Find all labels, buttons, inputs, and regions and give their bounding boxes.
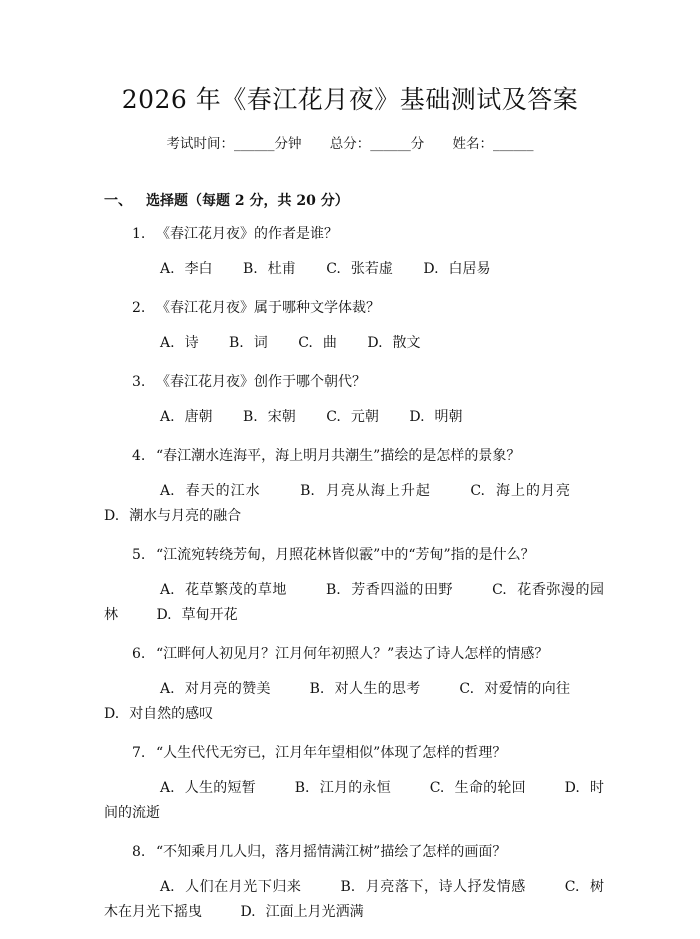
question-number: 5. [132, 547, 146, 563]
question-stem [104, 642, 604, 667]
option-a: A. 李白 [160, 261, 213, 277]
option-b: B. 芳香四溢的田野 [325, 582, 454, 598]
option-a: A. 人生的短暂 [160, 780, 257, 796]
option-list [104, 257, 604, 282]
question-item [104, 741, 604, 826]
option-d: D. 明朝 [409, 409, 463, 425]
question-stem [104, 296, 604, 321]
option-c: C. 生命的轮回 [429, 780, 526, 796]
option-c: C. 树木在月光下摇曳 [104, 879, 605, 920]
question-text: “不知乘月几人归，落月摇情满江树”描绘了怎样的画面？ [156, 844, 507, 860]
question-stem [104, 222, 604, 247]
section-heading [104, 190, 349, 210]
student-name-field: 姓名：______ [452, 136, 534, 152]
option-a: A. 人们在月光下归来 [160, 879, 302, 895]
option-list [104, 875, 604, 925]
question-number: 7. [132, 745, 146, 761]
option-b: B. 词 [229, 335, 268, 351]
option-d: D. 潮水与月亮的融合 [104, 508, 242, 524]
option-list [104, 405, 604, 430]
question-stem [104, 444, 604, 469]
question-number: 3. [132, 374, 146, 390]
option-c: C. 元朝 [326, 409, 379, 425]
question-item [104, 444, 604, 529]
question-text: “人生代代无穷已，江月年年望相似”体现了怎样的哲理？ [156, 745, 507, 761]
option-c: C. 海上的月亮 [470, 483, 571, 499]
option-list [104, 479, 604, 529]
question-item [104, 222, 604, 282]
question-text: 《春江花月夜》创作于哪个朝代？ [156, 374, 366, 390]
option-d: D. 白居易 [423, 261, 491, 277]
question-number: 2. [132, 300, 146, 316]
question-text: 《春江花月夜》的作者是谁？ [156, 226, 338, 242]
option-c: C. 花香弥漫的园林 [104, 582, 605, 623]
option-list [104, 677, 604, 727]
question-stem [104, 370, 604, 395]
option-c: C. 曲 [298, 335, 337, 351]
page-title: 2026 年《春江花月夜》基础测试及答案 [121, 85, 579, 114]
question-text: 《春江花月夜》属于哪种文学体裁？ [156, 300, 380, 316]
option-a: A. 诗 [160, 335, 199, 351]
question-item [104, 642, 604, 727]
option-d: D. 时间的流逝 [104, 780, 605, 821]
option-a: A. 花草繁茂的草地 [160, 582, 287, 598]
option-b: B. 月亮从海上升起 [300, 483, 431, 499]
option-d: D. 草甸开花 [156, 607, 238, 623]
option-list [104, 578, 604, 628]
option-b: B. 江月的永恒 [294, 780, 392, 796]
question-item [104, 370, 604, 430]
exam-time-field: 考试时间：______分钟 [166, 136, 302, 152]
section-label: 选择题（每题 2 分，共 20 分） [146, 193, 349, 209]
question-list [104, 222, 604, 939]
total-score-field: 总分：______分 [329, 136, 425, 152]
question-text: “春江潮水连海平，海上明月共潮生”描绘的是怎样的景象？ [156, 448, 521, 464]
option-c: C. 张若虚 [326, 261, 393, 277]
question-item [104, 296, 604, 356]
question-stem [104, 543, 604, 568]
question-stem [104, 840, 604, 865]
option-c: C. 对爱情的向往 [459, 681, 571, 697]
question-number: 1. [132, 226, 146, 242]
option-a: A. 春天的江水 [160, 483, 261, 499]
question-text: “江畔何人初见月？江月何年初照人？”表达了诗人怎样的情感？ [156, 646, 549, 662]
question-stem [104, 741, 604, 766]
option-b: B. 对人生的思考 [309, 681, 421, 697]
section-number: 一、 [104, 193, 132, 209]
question-item [104, 840, 604, 925]
option-d: D. 散文 [367, 335, 421, 351]
question-text: “江流宛转绕芳甸，月照花林皆似霰”中的“芳甸”指的是什么？ [156, 547, 535, 563]
option-d: D. 江面上月光洒满 [240, 904, 364, 920]
question-number: 6. [132, 646, 146, 662]
option-d: D. 对自然的感叹 [104, 706, 214, 722]
question-number: 4. [132, 448, 146, 464]
question-number: 8. [132, 844, 146, 860]
option-b: B. 月亮落下，诗人抒发情感 [340, 879, 526, 895]
question-item [104, 543, 604, 628]
option-a: A. 对月亮的赞美 [160, 681, 271, 697]
option-b: B. 杜甫 [243, 261, 296, 277]
option-a: A. 唐朝 [160, 409, 213, 425]
option-b: B. 宋朝 [243, 409, 296, 425]
option-list [104, 776, 604, 826]
option-list [104, 331, 604, 356]
exam-meta [0, 132, 700, 152]
